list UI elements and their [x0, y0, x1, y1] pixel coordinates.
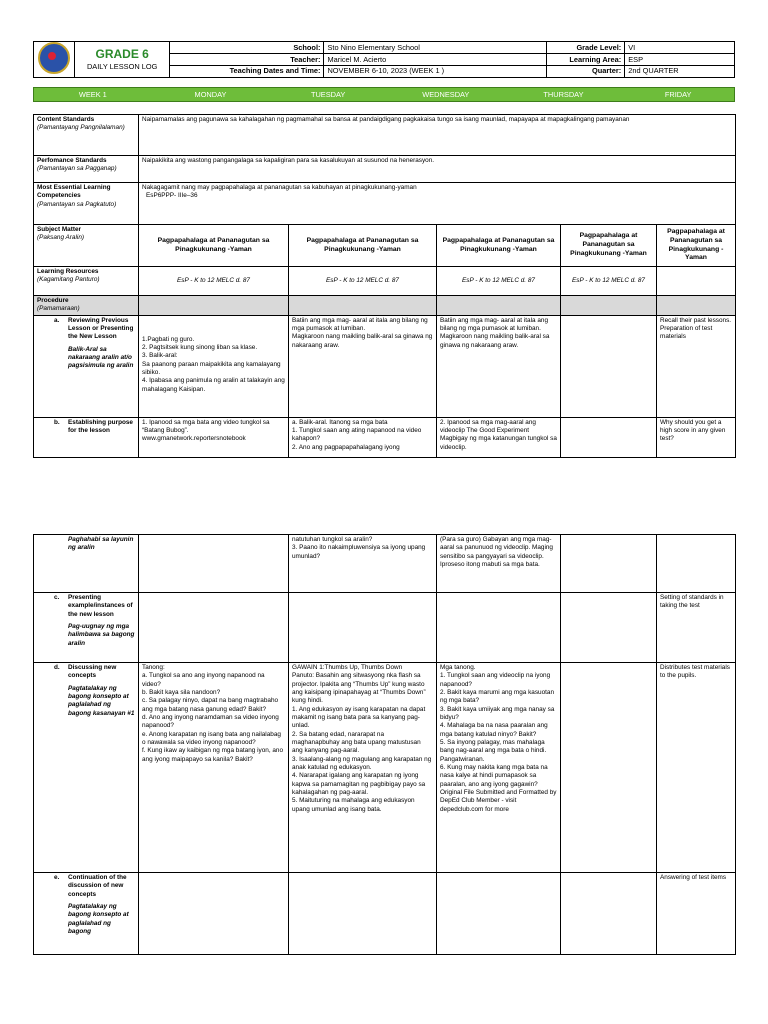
grade-block [74, 42, 169, 78]
grade-title: GRADE 6 [95, 46, 149, 61]
row-performance-standards [34, 156, 736, 183]
row-subtitle: Pagtatalakay ng bagong konsepto at paglalahad ng bagong [68, 902, 129, 935]
lesson-table-page1 [33, 114, 736, 458]
b-wednesday: 2. Ipanood sa mga mag-aaral ang videoclip The Good Experiment Magbigay ng mga katanungan tungkol sa videoclip. [437, 417, 561, 457]
row-subtitle: (Pamantayan sa Pagkatuto) [37, 200, 117, 208]
row-subject-matter [34, 225, 736, 267]
resource-thursday: EsP - K to 12 MELC d. 87 [561, 267, 657, 296]
row-subtitle: Pag-uugnay ng mga halimbawa sa bagong aralin [68, 622, 135, 647]
row-title: Content Standards [37, 116, 95, 123]
row-title: Most Essential Learning Competencies [37, 184, 111, 200]
b-wednesday-cont: (Para sa guro) Gabayan ang mga mag-aaral sa panunuod ng videoclip. Maging sensitibo sa pangyayari sa videoclip. Iproseso itong mabuti sa mga bata. [437, 535, 561, 593]
performance-standards-text: Naipakikita ang wastong pangangalaga sa kapaligiran para sa kasalukuyan at susunod na henerasyon. [139, 156, 736, 183]
row-procedure [34, 296, 736, 316]
row-title: Learning Resources [37, 268, 99, 275]
row-resources [34, 267, 736, 296]
b-friday: Why should you get a high score in any given test? [657, 417, 736, 457]
log-title: DAILY LESSON LOG [86, 62, 158, 72]
row-subtitle: Pagtatalakay ng bagong konsepto at paglalahad ng bagong kasanayan #1 [68, 684, 135, 717]
melc-code: EsP6PPP- IIIe–36 [146, 192, 198, 200]
row-b-purpose [34, 417, 736, 457]
item-letter: d. [54, 664, 60, 671]
row-c-examples [34, 593, 736, 663]
b-tuesday-cont: natutuhan tungkol sa aralin? 3. Paano ito nakaimpluwensiya sa iyong upang umunlad? [289, 535, 437, 593]
row-subtitle: (Kagamitang Panturo) [37, 276, 100, 284]
row-title: Perfomance Standards [37, 157, 107, 164]
d-wednesday: Mga tanong. 1. Tungkol saan ang videoclip na iyong napanood? 2. Bakit kaya marumi ang mga kasuotan ng mga bata? 3. Bakit kaya umiiyak ang mga nanay sa bidyu? 4. Mahalaga ba na nasa paaralan ang mga batang katulad ninyo? Bakit? 5. Sa inyong palagay, mas mahalaga bang nag-aaral ang mga bata o hindi. Pangatwiranan. 6. Kung may nakita kang mga bata na nasa kalye at hindi pumapasok sa paaralan, ano ang iyong gagawin? Original File Submitted and Formatted by DepEd Club Member - visit depedclub.com for more [437, 663, 561, 873]
item-letter: e. [54, 874, 60, 881]
b-monday: 1. Ipanood sa mga bata ang video tungkol sa “Batang Bubog”. www.gmanetwork.reportersnotebook [139, 417, 289, 457]
dates-label: Teaching Dates and Time: [170, 65, 324, 77]
row-title: Subject Matter [37, 226, 82, 233]
grade-level-value: VI [625, 42, 735, 54]
subject-friday: Pagpapahalaga at Pananagutan sa Pinagkukunang - Yaman [657, 225, 736, 267]
learning-area-label: Learning Area: [546, 53, 625, 65]
row-subtitle: (Pamantayan sa Pagganap) [37, 165, 117, 173]
a-tuesday: Batiin ang mga mag- aaral at itala ang bilang ng mga pumasok at lumiban. Magkaroon nang maikling balik-aral sa ginawa ng nakaraang araw. [289, 315, 437, 417]
row-subtitle: (Pamantayang Pangnilalaman) [37, 124, 125, 132]
row-subtitle: Paghahabi sa layunin ng aralin [68, 536, 134, 552]
a-friday: Recall their past lessons. Preparation of test materials [657, 315, 736, 417]
school-value: Sto Nino Elementary School [324, 42, 546, 54]
week-label: WEEK 1 [78, 90, 107, 99]
teacher-value: Maricel M. Acierto [324, 53, 546, 65]
dates-value: NOVEMBER 6-10, 2023 (WEEK 1 ) [324, 65, 546, 77]
subject-tuesday: Pagpapahalaga at Pananagutan sa Pinagkukunang -Yaman [289, 225, 437, 267]
row-e-continuation [34, 873, 736, 955]
seal-icon [38, 42, 70, 74]
item-letter: a. [54, 316, 60, 324]
b-tuesday: a. Balik-aral. Itanong sa mga bata 1. Tungkol saan ang ating napanood na video kahapon? 2. Ano ang pagpapapahalagang iyong [289, 417, 437, 457]
header-table [33, 41, 735, 78]
day-thursday: THURSDAY [543, 90, 584, 99]
row-title: Discussing new concepts [68, 664, 117, 680]
row-title: Continuation of the discussion of new concepts [68, 874, 127, 898]
teacher-label: Teacher: [170, 53, 324, 65]
quarter-label: Quarter: [546, 65, 625, 77]
subject-monday: Pagpapahalaga at Pananagutan sa Pinagkukunang -Yaman [139, 225, 289, 267]
deped-seal [34, 42, 75, 78]
school-label: School: [170, 42, 324, 54]
quarter-value: 2nd QUARTER [625, 65, 735, 77]
learning-area-value: ESP [625, 53, 735, 65]
a-thursday [561, 315, 657, 417]
row-title: Establishing purpose for the lesson [68, 418, 133, 434]
row-melc [34, 183, 736, 225]
c-friday: Setting of standards in taking the test [657, 593, 736, 663]
row-subtitle: (Pamamaraan) [37, 305, 80, 313]
d-monday: Tanong: a. Tungkol sa ano ang inyong napanood na video? b. Bakit kaya sila nandoon? c. Sa palagay ninyo, dapat na bang magtrabaho ang mga batang nasa ganung edad? Bakit? d. Ano ang inyong naramdaman sa video inyong napanood? e. Anong karapatan ng isang bata ang nailalabag o nawawala sa video inyong napanood? f. Kung ikaw ay kaibigan ng mga batang iyon, ano ang iyong maipapayo sa kanila? Bakit? [139, 663, 289, 873]
item-letter: b. [54, 418, 60, 426]
day-friday: FRIDAY [664, 90, 692, 99]
item-letter: c. [54, 594, 60, 601]
row-content-standards [34, 115, 736, 156]
row-subtitle: Balik-Aral sa nakaraang aralin at/o pagsisimula ng aralin [68, 345, 134, 370]
day-tuesday: TUESDAY [310, 90, 346, 99]
week-bar [33, 87, 735, 102]
content-standards-text: Naipamamalas ang pagunawa sa kahalagahan ng pagmamahal sa bansa at pandaigdigang pagkakaisa tungo sa isang maunlad, mapayapa at mapagkalingang pamayanan [139, 115, 736, 156]
e-friday: Answering of test items [657, 873, 736, 955]
a-monday: 1.Pagbati ng guro. 2. Pagtsitsek kung sinong liban sa klase. 3. Balik-aral: Sa paanong paraan maipakikita ang kamalayang sibiko. 4. Ipabasa ang panimula ng aralin at talakayin ang mahalagang Kaisipan. [139, 315, 289, 417]
row-title: Reviewing Previous Lesson or Presenting the New Lesson [68, 316, 134, 341]
grade-level-label: Grade Level: [546, 42, 625, 54]
resource-wednesday: EsP - K to 12 MELC d. 87 [437, 267, 561, 296]
lesson-table-page2 [33, 534, 736, 955]
subject-wednesday: Pagpapahalaga at Pananagutan sa Pinagkukunang -Yaman [437, 225, 561, 267]
row-subtitle: (Paksang Aralin) [37, 234, 85, 242]
melc-text: Nakagagamit nang may pagpapahalaga at pananagutan sa kabuhayan at pinagkukunang-yaman [142, 184, 417, 191]
row-title: Presenting example/instances of the new lesson [68, 594, 133, 618]
row-title: Procedure [37, 297, 69, 304]
row-a-review [34, 315, 736, 417]
resource-tuesday: EsP - K to 12 MELC d. 87 [289, 267, 437, 296]
row-d-discussion [34, 663, 736, 873]
d-tuesday: GAWAIN 1:Thumbs Up, Thumbs Down Panuto: Basahin ang sitwasyong nka flash sa projector. Ipakita ang “Thumbs Up” kung wasto ang kaisipang ipinapahayag at “Thumbs Down” kung hindi. 1. Ang edukasyon ay isang karapatan na dapat makamit ng isang bata para sa kanyang pag-unlad. 2. Sa batang edad, nararapat na maghanapbuhay ang bata upang matustusan ang kanyang pag-aaral. 3. Isaalang-alang ng magulang ang karapatan ng anak katulad ng edukasyon. 4. Nararapat igalang ang karapatan ng iyong kapwa sa pamamagitan ng pagbibigay payo sa kahalagahan ng pag-aaral. 5. Maituturing na mahalaga ang edukasyon upang umunlad ang isang bata. [289, 663, 437, 873]
d-friday: Distributes test materials to the pupils. [657, 663, 736, 873]
resource-friday [657, 267, 736, 296]
row-b-continued [34, 535, 736, 593]
subject-thursday: Pagpapahalaga at Pananagutan sa Pinagkukunang -Yaman [561, 225, 657, 267]
resource-monday: EsP - K to 12 MELC d. 87 [139, 267, 289, 296]
a-wednesday: Batiin ang mga mag- aaral at itala ang bilang ng mga pumasok at lumiban. Magkaroon nang maikling balik-aral sa ginawa ng nakaraang araw. [437, 315, 561, 417]
day-monday: MONDAY [194, 90, 227, 99]
day-wednesday: WEDNESDAY [422, 90, 470, 99]
